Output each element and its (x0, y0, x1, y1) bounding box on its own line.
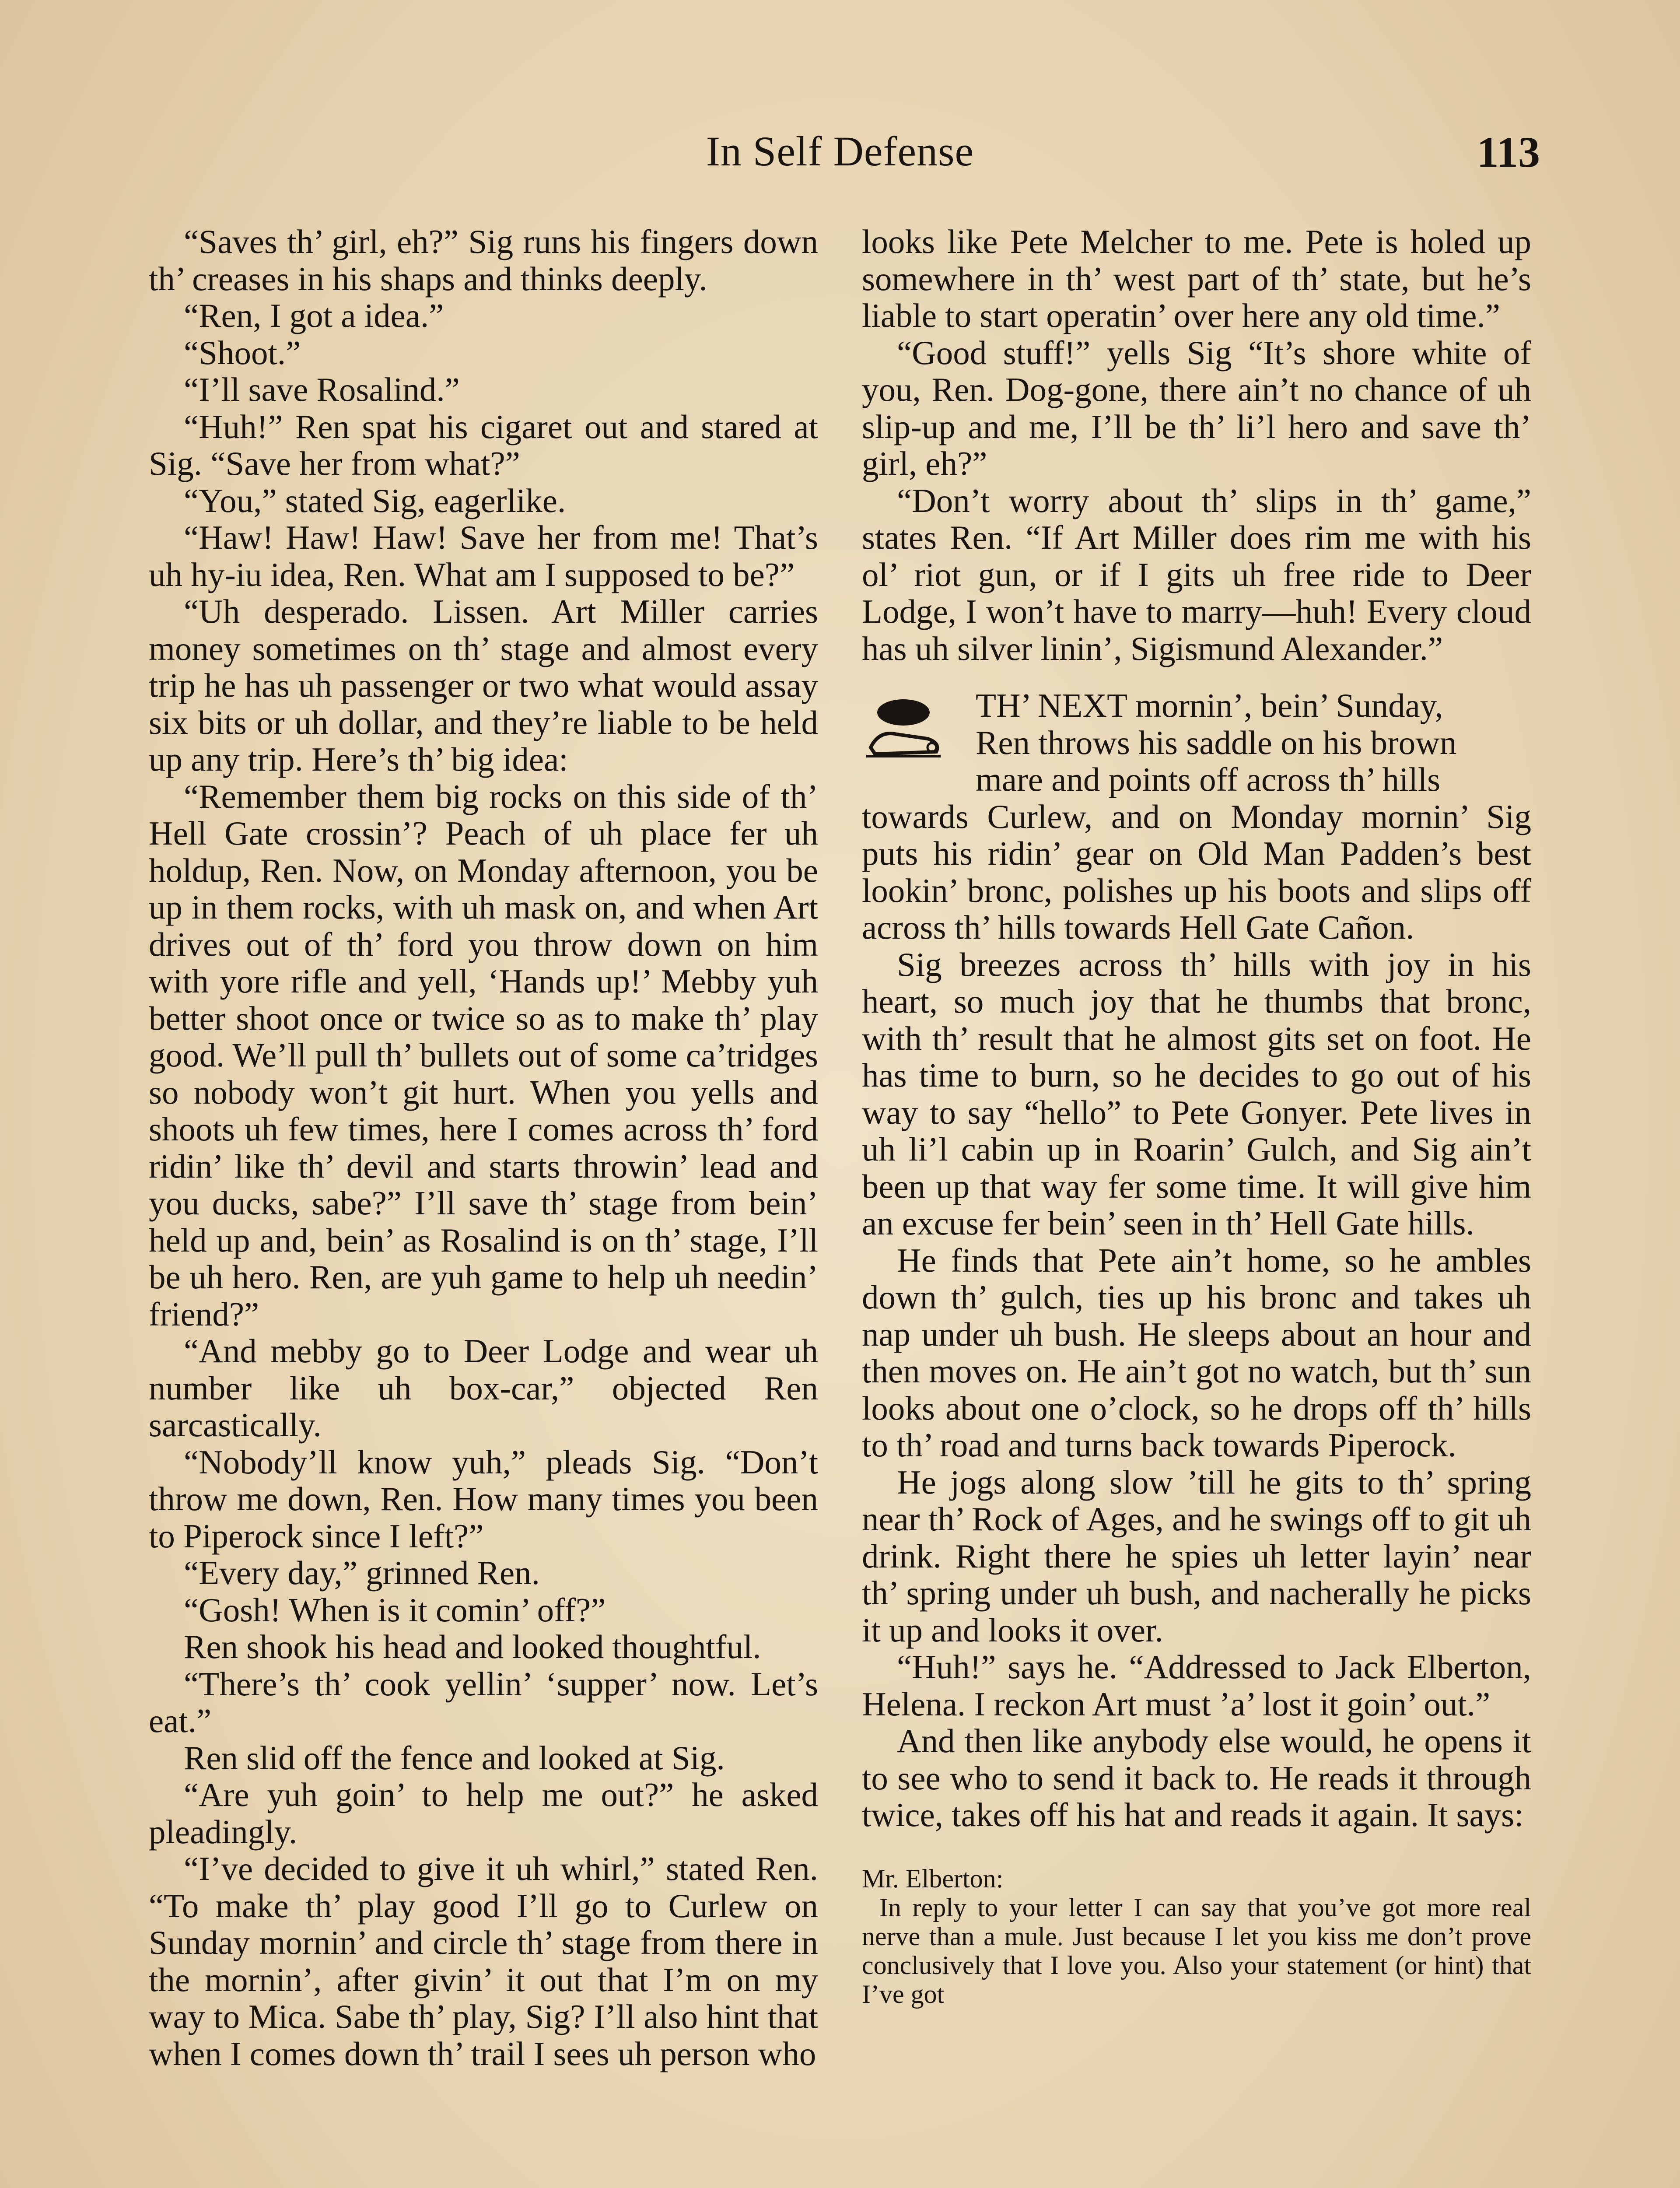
paragraph: He finds that Pete ain’t home, so he ambles down th’ gulch, ties up his bronc and takes uh nap under uh bush. He sleeps about an hour and then moves on. He ain’t got no watch, but th’ sun looks about one o’clock, so he drops off th’ hills to th’ road and turns back towards Piperock. (862, 1241, 1531, 1464)
page-number: 113 (1477, 128, 1540, 176)
letter-salutation: Mr. Elberton: (862, 1864, 1004, 1893)
paragraph: “Haw! Haw! Haw! Save her from me! That’s uh hy-iu idea, Ren. What am I supposed to be?” (149, 519, 818, 593)
paragraph: “I’ll save Rosalind.” (184, 371, 460, 408)
paragraph: “Huh!” Ren spat his cigaret out and stared at Sig. “Save her from what?” (149, 407, 818, 482)
section-opening-line: Ren throws his saddle on his brown (976, 723, 1457, 761)
paragraph: “Huh!” says he. “Addressed to Jack Elberton, Helena. I reckon Art must ’a’ lost it goin’ out.” (862, 1648, 1531, 1723)
paragraph: “Are yuh goin’ to help me out?” he asked pleadingly. (149, 1776, 818, 1851)
paragraph: Ren slid off the fence and looked at Sig. (184, 1739, 725, 1777)
running-header-title: In Self Defense (706, 128, 974, 175)
section-opening-line: mare and points off across th’ hills (976, 761, 1441, 798)
paragraph: “Ren, I got a idea.” (184, 297, 444, 334)
paragraph: “Nobody’ll know yuh,” pleads Sig. “Don’t throw me down, Ren. How many times you been to Piperock since I left?” (149, 1443, 818, 1555)
paragraph: And then like anybody else would, he opens it to see who to send it back to. He reads it through twice, takes off his hat and reads it again. It says: (862, 1722, 1531, 1834)
paragraph: “And mebby go to Deer Lodge and wear uh number like uh box-car,” objected Ren sarcastically. (149, 1332, 818, 1444)
letter-body: In reply to your letter I can say that you’ve got more real nerve than a mule. Just because I let you kiss me don’t prove conclusively that I love you. Also your statement (or hint) that I’ve got (862, 1893, 1531, 2009)
paragraph: looks like Pete Melcher to me. Pete is holed up somewhere in th’ west part of th’ state, but he’s liable to start operatin’ over here any old time.” (862, 223, 1531, 334)
paragraph: “Saves th’ girl, eh?” Sig runs his fingers down th’ creases in his shaps and thinks deeply. (149, 223, 818, 298)
paragraph: “Shoot.” (184, 333, 301, 372)
paragraph: He jogs along slow ’till he gits to th’ spring near th’ Rock of Ages, and he swings off to git uh drink. Right there he spies uh letter layin’ near th’ spring under uh bush, and nacherally he picks it up and looks it over. (862, 1463, 1531, 1649)
paragraph: “Gosh! When is it comin’ off?” (184, 1591, 606, 1629)
paragraph: “Don’t worry about th’ slips in th’ game,” states Ren. “If Art Miller does rim me with his ol’ riot gun, or if I gits uh free ride to Deer Lodge, I won’t have to marry—huh! Every cloud has uh silver linin’, Sigismund Alexander.” (862, 481, 1531, 667)
section-opening-line: TH’ NEXT mornin’, bein’ Sunday, (976, 687, 1443, 724)
paragraph: “Uh desperado. Lissen. Art Miller carries money sometimes on th’ stage and almost every trip he has uh passenger or two what would assay six bits or uh dollar, and they’re liable to be held up any trip. Here’s th’ big idea: (149, 593, 818, 778)
section-opening (862, 687, 1531, 946)
paragraph: “Good stuff!” yells Sig “It’s shore white of you, Ren. Dog-gone, there ain’t no chance of uh slip-up and me, I’ll be th’ li’l hero and save th’ girl, eh?” (862, 333, 1531, 482)
letter-excerpt (862, 1864, 1531, 2009)
paragraph: towards Curlew, and on Monday mornin’ Sig puts his ridin’ gear on Old Man Padden’s best lookin’ bronc, polishes up his boots and slips off across th’ hills towards Hell Gate Cañon. (862, 797, 1531, 946)
paragraph: “There’s th’ cook yellin’ ‘supper’ now. Let’s eat.” (149, 1665, 818, 1739)
paragraph: “I’ve decided to give it uh whirl,” stated Ren. “To make th’ play good I’ll go to Curlew on Sunday mornin’ and circle th’ stage from there in the mornin’, after givin’ it out that I’m on my way to Mica. Sabe th’ play, Sig? I’ll also hint that when I comes down th’ trail I sees uh person who (149, 1850, 818, 2072)
paragraph: Ren shook his head and looked thoughtful. (184, 1628, 761, 1666)
paragraph: “Remember them big rocks on this side of th’ Hell Gate crossin’? Peach of uh place fer uh holdup, Ren. Now, on Monday afternoon, you be up in them rocks, with uh mask on, and when Art drives out of th’ ford you throw down on him with yore rifle and yell, ‘Hands up!’ Mebby yuh better shoot once or twice so as to make th’ play good. We’ll pull th’ bullets out of some ca’tridges so nobody won’t git hurt. When you yells and shoots uh few times, here I comes across th’ ford ridin’ like th’ devil and starts throwin’ lead and you ducks, sabe?” I’ll save th’ stage from bein’ held up and, bein’ as Rosalind is on th’ stage, I’ll be uh hero. Ren, are yuh game to help uh needin’ friend?” (149, 777, 818, 1333)
hat-and-boot-icon (862, 695, 945, 761)
left-column (149, 223, 818, 2072)
paragraph: Sig breezes across th’ hills with joy in his heart, so much joy that he thumbs that bronc, with th’ result that he almost gits set on foot. He has time to burn, so he decides to go out of his way to say “hello” to Pete Gonyer. Pete lives in uh li’l cabin up in Roarin’ Gulch, and Sig ain’t been up that way fer some time. It will give him an excuse fer bein’ seen in th’ Hell Gate hills. (862, 945, 1531, 1242)
right-column (862, 223, 1531, 2009)
paragraph: “You,” stated Sig, eagerlike. (184, 481, 566, 519)
paragraph: “Every day,” grinned Ren. (184, 1554, 540, 1592)
